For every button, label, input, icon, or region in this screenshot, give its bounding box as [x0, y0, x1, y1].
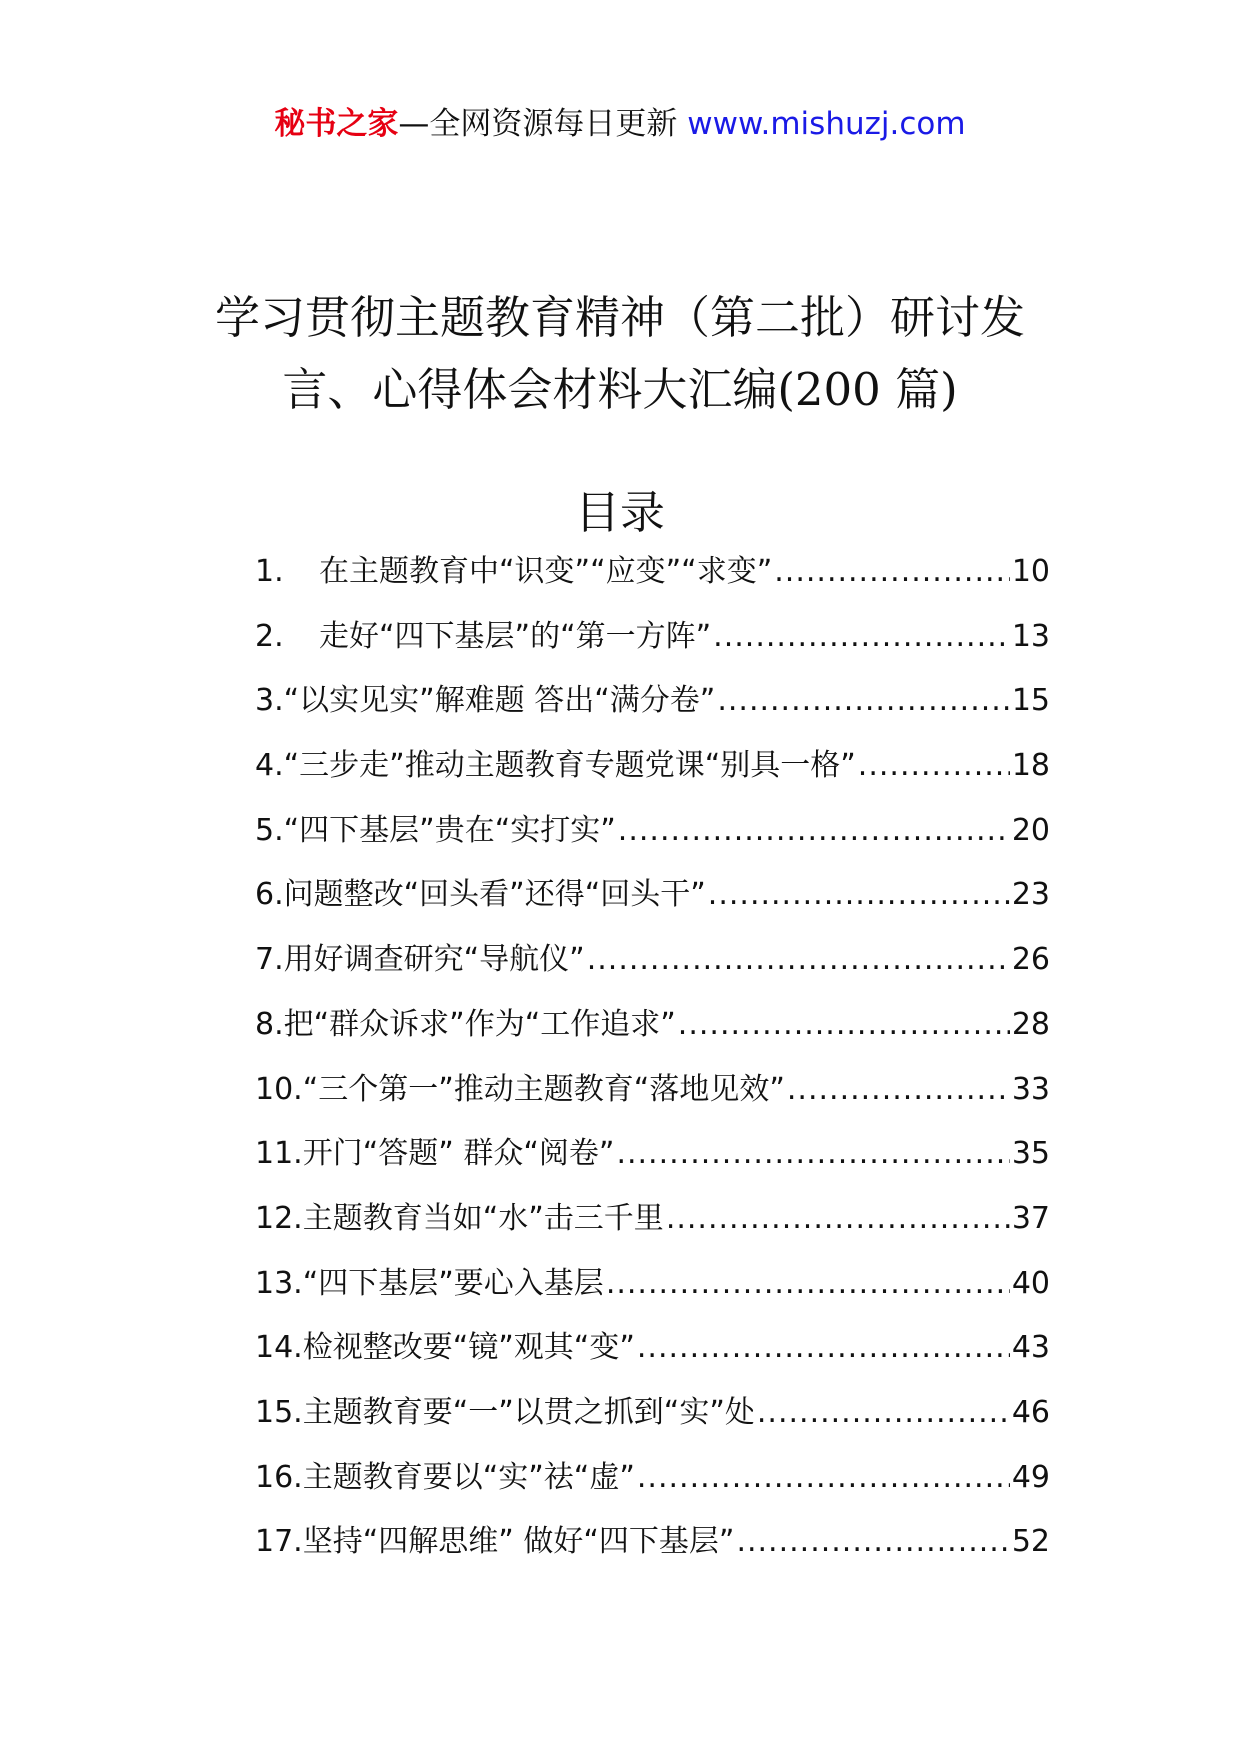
toc-dot-leader — [678, 993, 1010, 1057]
table-of-contents — [255, 540, 1050, 1575]
toc-entry[interactable] — [255, 669, 1050, 734]
toc-entry-number: 7. — [255, 942, 284, 978]
toc-entry-number: 1. — [255, 554, 284, 589]
toc-dot-leader — [858, 734, 1010, 798]
toc-entry[interactable] — [255, 799, 1050, 864]
document-title — [0, 282, 1240, 426]
toc-entry[interactable] — [255, 1381, 1050, 1446]
toc-dot-leader — [787, 1058, 1010, 1122]
toc-entry-title: “四下基层”贵在“实打实” — [283, 812, 616, 848]
toc-entry-number: 16. — [255, 1459, 303, 1495]
toc-entry-title: “以实见实”解难题 答出“满分卷” — [283, 683, 716, 719]
toc-entry[interactable] — [255, 1122, 1050, 1187]
toc-entry-page: 37 — [1011, 1200, 1050, 1236]
toc-entry-title: 问题整改“回头看”还得“回头干” — [283, 877, 706, 913]
toc-entry-page: 49 — [1011, 1459, 1050, 1495]
toc-entry-number: 5. — [255, 812, 284, 848]
title-line-1: 学习贯彻主题教育精神（第二批）研讨发 — [214, 291, 1025, 344]
toc-entry-number: 10. — [255, 1071, 303, 1107]
toc-dot-leader — [717, 669, 1009, 733]
toc-entry-page: 35 — [1011, 1136, 1050, 1172]
toc-dot-leader — [616, 1122, 1009, 1186]
toc-entry-number: 13. — [255, 1265, 303, 1301]
toc-entry-page: 43 — [1011, 1330, 1050, 1366]
toc-entry-number: 17. — [255, 1524, 303, 1560]
toc-dot-leader — [774, 540, 1010, 604]
toc-dot-leader — [757, 1381, 1010, 1445]
toc-heading: 目录 — [574, 486, 665, 539]
toc-entry-page: 46 — [1011, 1394, 1050, 1430]
site-url-link[interactable]: www.mishuzj.com — [687, 106, 966, 142]
toc-dot-leader — [713, 605, 1010, 669]
toc-entry-number: 12. — [255, 1200, 303, 1236]
toc-entry-page: 18 — [1011, 748, 1050, 784]
toc-entry-title: 主题教育当如“水”击三千里 — [302, 1200, 664, 1236]
toc-entry-title: 开门“答题” 群众“阅卷” — [302, 1136, 615, 1172]
toc-entry-page: 13 — [1011, 618, 1050, 654]
toc-entry-page: 26 — [1011, 942, 1050, 978]
toc-entry[interactable] — [255, 734, 1050, 799]
toc-dot-leader — [587, 928, 1010, 992]
toc-dot-leader — [637, 1316, 1010, 1380]
toc-entry-title: 用好调查研究“导航仪” — [283, 942, 585, 978]
toc-entry-title: 主题教育要“一”以贯之抓到“实”处 — [302, 1394, 755, 1430]
header-tagline: —全网资源每日更新 — [398, 106, 678, 142]
toc-entry-page: 20 — [1011, 812, 1050, 848]
toc-entry-title: “三步走”推动主题教育专题党课“别具一格” — [283, 748, 856, 784]
toc-dot-leader — [708, 863, 1010, 927]
toc-entry-page: 23 — [1011, 877, 1050, 913]
toc-entry-number: 4. — [255, 748, 284, 784]
toc-entry-title: 走好“四下基层”的“第一方阵” — [319, 618, 712, 654]
toc-entry-number: 8. — [255, 1006, 284, 1042]
toc-entry-title: 在主题教育中“识变”“应变”“求变” — [319, 554, 773, 589]
toc-entry-page: 40 — [1011, 1265, 1050, 1301]
title-line-2 — [0, 354, 1240, 426]
toc-entry-page: 33 — [1011, 1071, 1050, 1107]
toc-entry-page: 28 — [1011, 1006, 1050, 1042]
toc-entry[interactable] — [255, 863, 1050, 928]
toc-entry[interactable] — [255, 993, 1050, 1058]
toc-entry[interactable] — [255, 1187, 1050, 1252]
toc-entry-page: 15 — [1011, 683, 1050, 719]
toc-entry-title: 把“群众诉求”作为“工作追求” — [283, 1006, 676, 1042]
toc-entry-number: 2. — [255, 618, 284, 654]
toc-entry[interactable] — [255, 1058, 1050, 1123]
toc-entry[interactable] — [255, 605, 1050, 670]
toc-entry-number: 15. — [255, 1394, 303, 1430]
toc-entry[interactable] — [255, 1510, 1050, 1575]
toc-entry-page: 10 — [1011, 554, 1050, 589]
toc-entry-title: “三个第一”推动主题教育“落地见效” — [302, 1071, 785, 1107]
toc-entry[interactable] — [255, 1446, 1050, 1511]
toc-dot-leader — [606, 1252, 1010, 1316]
site-header — [0, 100, 1240, 148]
toc-entry[interactable] — [255, 1316, 1050, 1381]
toc-dot-leader — [637, 1446, 1010, 1510]
toc-entry-number: 3. — [255, 683, 284, 719]
title-count: (200 篇) — [777, 363, 958, 416]
toc-entry[interactable] — [255, 540, 1050, 605]
toc-entry-page: 52 — [1011, 1524, 1050, 1560]
toc-dot-leader — [618, 799, 1010, 863]
title-line-2-text: 言、心得体会材料大汇编 — [282, 363, 778, 416]
toc-entry-title: 坚持“四解思维” 做好“四下基层” — [302, 1524, 735, 1560]
toc-entry[interactable] — [255, 1252, 1050, 1317]
toc-dot-leader — [666, 1187, 1010, 1251]
toc-entry-title: 主题教育要以“实”祛“虚” — [302, 1459, 635, 1495]
brand-name: 秘书之家 — [274, 106, 399, 142]
toc-dot-leader — [736, 1510, 1009, 1574]
toc-entry-number: 14. — [255, 1330, 303, 1366]
toc-entry-number: 6. — [255, 877, 284, 913]
toc-entry-number: 11. — [255, 1136, 303, 1172]
toc-entry[interactable] — [255, 928, 1050, 993]
toc-entry-title: 检视整改要“镜”观其“变” — [302, 1330, 635, 1366]
toc-entry-title: “四下基层”要心入基层 — [302, 1265, 604, 1301]
